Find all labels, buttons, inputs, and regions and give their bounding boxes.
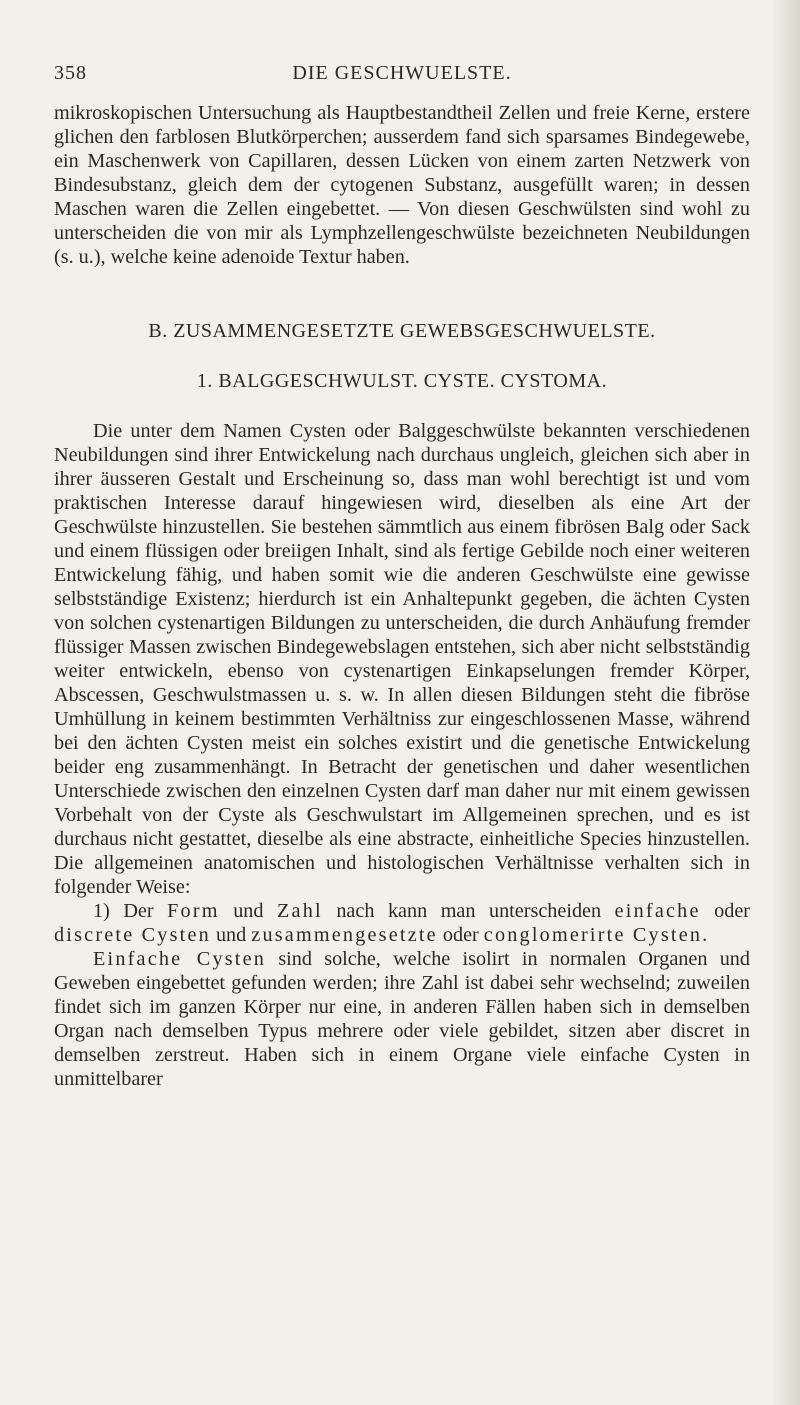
emphasis-zusammengesetzte: zusammengesetzte — [251, 924, 438, 946]
section-heading: B. ZUSAMMENGESETZTE GEWEBSGESCHWUELSTE. — [148, 320, 656, 342]
emphasis-einfache: einfache — [614, 900, 701, 922]
text-segment: 1) Der — [93, 900, 168, 922]
text-segment: und — [219, 900, 277, 922]
page-number: 358 — [54, 62, 87, 84]
running-title: DIE GESCHWUELSTE. — [292, 62, 512, 84]
text-segment: oder — [437, 924, 484, 946]
page-body — [54, 101, 750, 1091]
emphasis-discrete-cysten: discrete Cysten — [54, 924, 211, 946]
page-header — [54, 62, 750, 88]
text-segment: sind solche, welche isolirt in normalen Organen und Geweben eingebettet gefunden werden; ihre Zahl ist dabei sehr wechselnd; zuweilen findet sich im ganzen Körper nur eine, in anderen Fällen haben sich in demselben Organ nach demselben Typus mehrere oder viele gebildet, sitzen aber discret in demselben zerstreut. Haben sich in einem Organe viele einfache Cysten in unmittelbarer — [54, 948, 750, 1090]
text-segment: und — [210, 924, 252, 946]
text-segment: nach kann man unterscheiden — [322, 900, 615, 922]
intro-paragraph: mikroskopischen Untersuchung als Hauptbestandtheil Zellen und freie Kerne, erstere glichen den farblosen Blutkörperchen; ausserdem fand sich sparsames Bindegewebe, ein Maschenwerk von Capillaren, dessen Lücken von einem zarten Netzwerk von Bindesubstanz, gleich dem der cytogenen Substanz, ausgefüllt waren; in dessen Maschen waren die Zellen eingebettet. — Von diesen Geschwülsten sind wohl zu unterscheiden die von mir als Lymphzellengeschwülste bezeichneten Neubildungen (s. u.), welche keine adenoide Textur haben. — [54, 102, 750, 268]
page-edge-shadow — [770, 0, 800, 1405]
emphasis-form: Form — [167, 900, 220, 922]
paragraph-form-zahl — [54, 899, 750, 947]
text-segment: oder — [700, 900, 751, 922]
paragraph-cysten-intro: Die unter dem Namen Cysten oder Balggeschwülste bekannten verschiedenen Neubildungen sind ihrer Entwickelung nach durchaus ungleich, gleichen sich aber in ihrer äusseren Gestalt und Erscheinung so, dass man wohl berechtigt ist und vom praktischen Interesse darauf hingewiesen wird, dieselben als eine Art der Geschwülste hinzustellen. Sie bestehen sämmtlich aus einem fibrösen Balg oder Sack und einem flüssigen oder breiigen Inhalt, sind als fertige Gebilde noch einer weiteren Entwickelung fähig, und haben somit wie die anderen Geschwülste eine gewisse selbstständige Existenz; hierdurch ist ein Anhaltepunkt gegeben, die ächten Cysten von solchen cystenartigen Bildungen zu unterscheiden, die durch Anhäufung fremder flüssiger Massen zwischen Bindegewebslagen entstehen, sich aber nicht selbstständig weiter entwickeln, ebenso von cystenartigen Einkapselungen fremder Körper, Abscessen, Geschwulstmassen u. s. w. In allen diesen Bildungen steht die fibröse Umhüllung in keinem bestimmten Verhältniss zur eingeschlossenen Masse, während bei den ächten Cysten meist ein solches existirt und die genetische Entwickelung beider eng zusammenhängt. In Betracht der genetischen und daher wesentlichen Unterschiede zwischen den einzelnen Cysten darf man daher nur mit einem gewissen Vorbehalt von der Cyste als Geschwulstart im Allgemeinen sprechen, und es ist durchaus nicht gestattet, dieselbe als eine abstracte, einheitliche Species hinzustellen. Die allgemeinen anatomischen und histologischen Verhältnisse verhalten sich in folgender Weise: — [54, 420, 750, 898]
text-segment: . — [702, 924, 708, 946]
paragraph-einfache-cysten — [54, 947, 750, 1091]
section-subheading: 1. BALGGESCHWULST. CYSTE. CYSTOMA. — [196, 370, 608, 392]
emphasis-zahl: Zahl — [277, 900, 323, 922]
emphasis-conglomerirte-cysten: conglomerirte Cysten — [483, 924, 703, 946]
emphasis-einfache-cysten: Einfache Cysten — [93, 948, 267, 970]
